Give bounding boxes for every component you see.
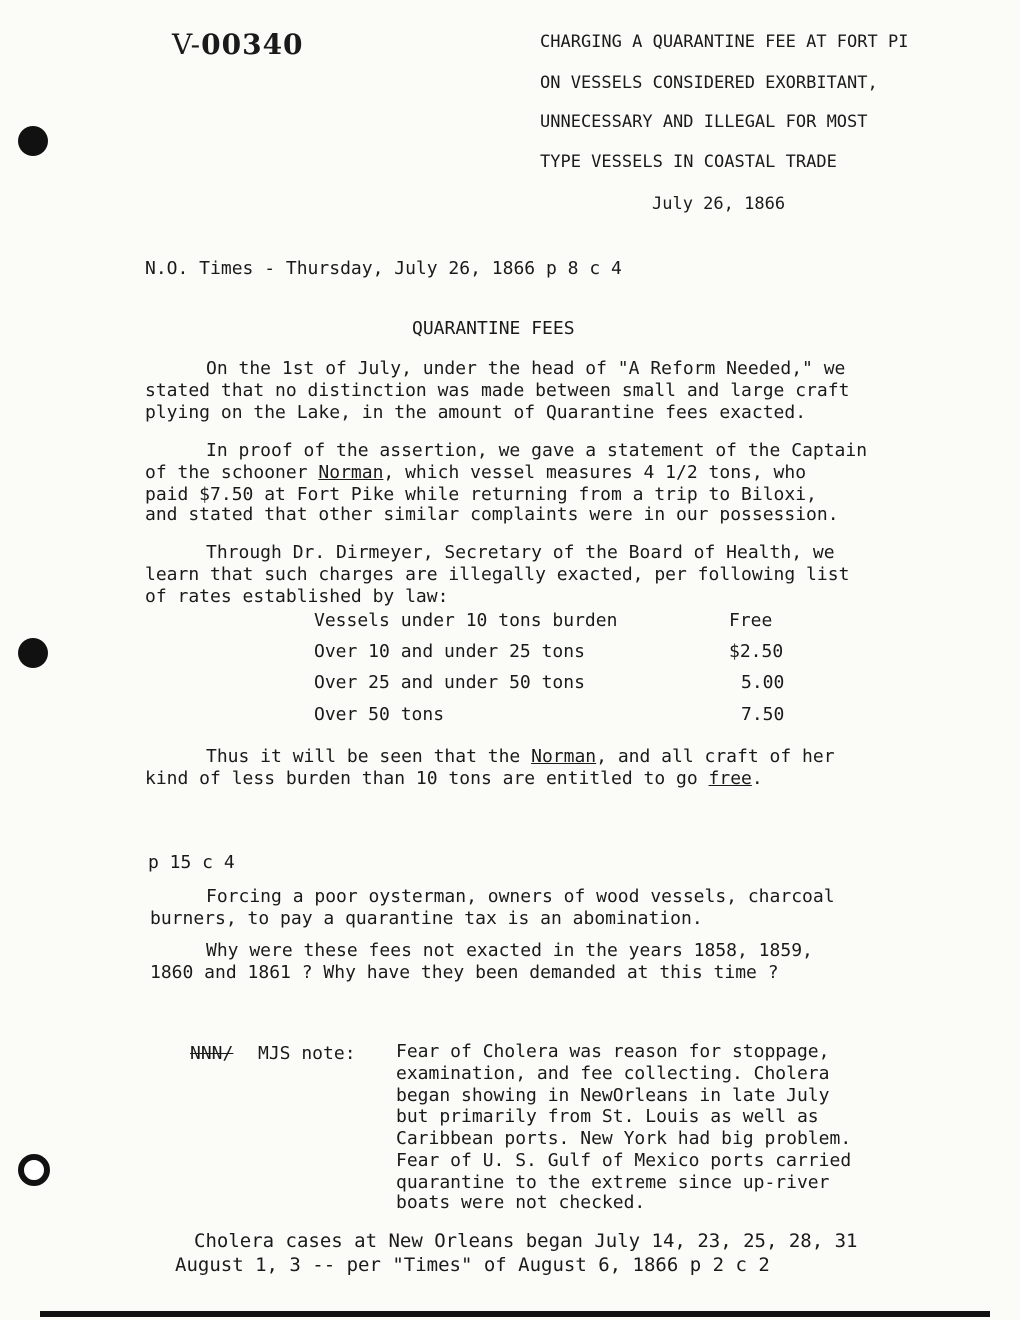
- para1-line1: On the 1st of July, under the head of "A Reform Needed," we: [206, 358, 846, 379]
- rate-description: Over 25 and under 50 tons: [314, 672, 585, 693]
- para4-line2-post: .: [751, 768, 763, 789]
- cholera-dates-line2: August 1, 3 -- per "Times" of August 6, 1866 p 2 c 2: [175, 1254, 770, 1276]
- rate-amount: 5.00: [741, 672, 785, 693]
- title-line-1: CHARGING A QUARANTINE FEE AT FORT PI: [540, 32, 909, 52]
- para6-line1: Why were these fees not exacted in the years 1858, 1859,: [206, 940, 813, 961]
- binder-hole-middle: [18, 638, 48, 668]
- note-line: Fear of U. S. Gulf of Mexico ports carried: [396, 1150, 852, 1171]
- para5-line1: Forcing a poor oysterman, owners of wood vessels, charcoal: [206, 886, 835, 907]
- note-line: Caribbean ports. New York had big problem.: [396, 1128, 852, 1149]
- title-date: July 26, 1866: [652, 194, 786, 214]
- title-line-2: ON VESSELS CONSIDERED EXORBITANT,: [540, 73, 878, 93]
- note-label: MJS note:: [258, 1043, 356, 1064]
- para2-line2-pre: of the schooner: [145, 462, 319, 483]
- document-id-number: 00340: [201, 28, 304, 61]
- note-line: examination, and fee collecting. Cholera: [396, 1063, 830, 1084]
- para2-line4: and stated that other similar complaints were in our possession.: [145, 504, 839, 525]
- word-free: free: [708, 768, 752, 789]
- rate-description: Over 10 and under 25 tons: [314, 641, 585, 662]
- binder-hole-bottom: [18, 1154, 50, 1186]
- rate-amount: 7.50: [741, 704, 785, 725]
- para4-line2-pre: kind of less burden than 10 tons are entitled to go: [145, 768, 709, 789]
- bottom-scan-edge: [40, 1311, 990, 1317]
- rate-amount: Free: [729, 610, 773, 631]
- para2-line3: paid $7.50 at Fort Pike while returning from a trip to Biloxi,: [145, 484, 817, 505]
- rate-amount: $2.50: [729, 641, 784, 662]
- para4-line1-post: , and all craft of her: [596, 746, 835, 767]
- note-line: quarantine to the extreme since up-river: [396, 1172, 830, 1193]
- vessel-name-norman-2: Norman: [531, 746, 597, 767]
- document-id: [172, 28, 304, 61]
- rate-description: Over 50 tons: [314, 704, 445, 725]
- document-id-prefix: V-: [172, 28, 202, 61]
- title-line-4: TYPE VESSELS IN COASTAL TRADE: [540, 152, 837, 172]
- note-line: but primarily from St. Louis as well as: [396, 1106, 819, 1127]
- para4-line1-pre: Thus it will be seen that the: [206, 746, 532, 767]
- para2-line1: In proof of the assertion, we gave a statement of the Captain: [206, 440, 868, 461]
- para3-line3: of rates established by law:: [145, 586, 449, 607]
- para3-line1: Through Dr. Dirmeyer, Secretary of the Board of Health, we: [206, 542, 835, 563]
- para2-line2-post: , which vessel measures 4 1/2 tons, who: [383, 462, 807, 483]
- binder-hole-top: [18, 126, 48, 156]
- note-line: boats were not checked.: [396, 1192, 646, 1213]
- rate-description: Vessels under 10 tons burden: [314, 610, 618, 631]
- cholera-dates-line1: Cholera cases at New Orleans began July 14, 23, 25, 28, 31: [194, 1230, 858, 1252]
- vessel-name-norman: Norman: [318, 462, 384, 483]
- struck-note-marker: NNN/: [190, 1043, 234, 1064]
- source-citation-2: p 15 c 4: [148, 852, 235, 873]
- para4-line2: [145, 768, 763, 790]
- article-title: QUARANTINE FEES: [412, 318, 575, 339]
- note-line: Fear of Cholera was reason for stoppage,: [396, 1041, 830, 1062]
- note-line: began showing in NewOrleans in late July: [396, 1085, 830, 1106]
- para4-line1: [206, 746, 835, 768]
- para1-line3: plying on the Lake, in the amount of Quarantine fees exacted.: [145, 402, 807, 423]
- para5-line2: burners, to pay a quarantine tax is an abomination.: [150, 908, 703, 929]
- para3-line2: learn that such charges are illegally exacted, per following list: [145, 564, 850, 585]
- para6-line2: 1860 and 1861 ? Why have they been demanded at this time ?: [150, 962, 779, 983]
- para2-line2: [145, 462, 806, 484]
- source-citation: N.O. Times - Thursday, July 26, 1866 p 8 c 4: [145, 258, 622, 279]
- para1-line2: stated that no distinction was made between small and large craft: [145, 380, 850, 401]
- title-line-3: UNNECESSARY AND ILLEGAL FOR MOST: [540, 112, 868, 132]
